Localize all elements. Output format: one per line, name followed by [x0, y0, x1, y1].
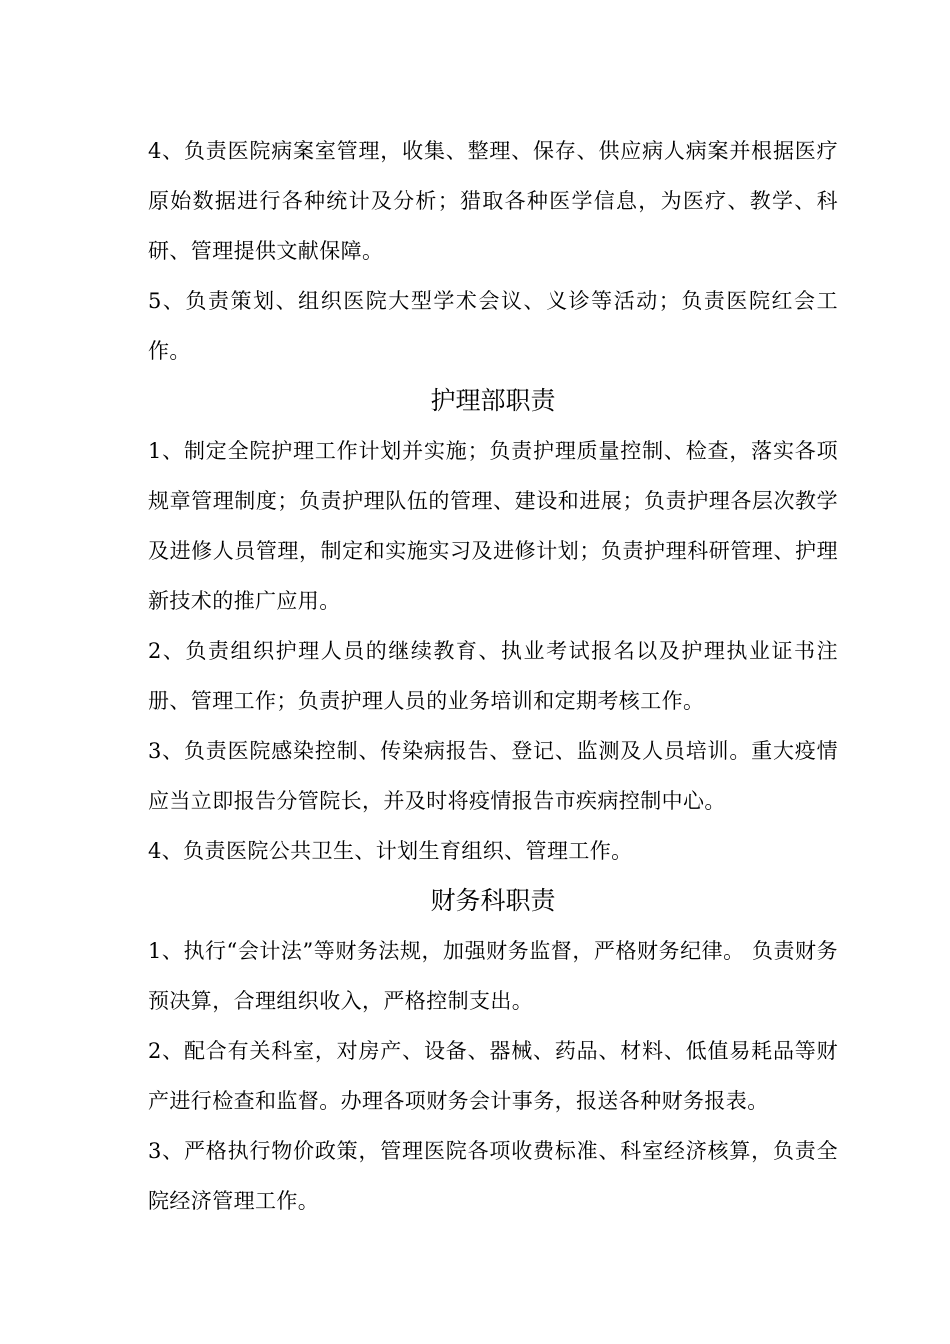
paragraph-item-3: 3、严格执行物价政策，管理医院各项收费标准、科室经济核算，负责全院经济管理工作。	[148, 1139, 838, 1213]
paragraph-item-3: 3、负责医院感染控制、传染病报告、登记、监测及人员培训。重大疫情应当立即报告分管院长，并及时将疫情报告市疾病控制中心。	[148, 739, 838, 813]
section-heading-nursing: 护理部职责	[430, 386, 556, 415]
paragraph-item-4: 4、负责医院病案室管理，收集、整理、保存、供应病人病案并根据医疗原始数据进行各种统计及分析；猎取各种医学信息，为医疗、教学、科研、管理提供文献保障。	[148, 139, 838, 263]
paragraph-item-5: 5、负责策划、组织医院大型学术会议、义诊等活动；负责医院红会工作。	[148, 289, 838, 363]
paragraph-item-1: 1、执行“会计法”等财务法规，加强财务监督，严格财务纪律。 负责财务预决算，合理组织收入，严格控制支出。	[148, 939, 838, 1013]
document-page	[148, 126, 838, 1226]
section-heading-finance: 财务科职责	[430, 886, 556, 915]
paragraph-item-4: 4、负责医院公共卫生、计划生育组织、管理工作。	[148, 839, 633, 863]
paragraph-item-1: 1、制定全院护理工作计划并实施；负责护理质量控制、检查，落实各项规章管理制度；负责护理队伍的管理、建设和进展；负责护理各层次教学及进修人员管理，制定和实施实习及进修计划；负责护理科研管理、护理新技术的推广应用。	[148, 439, 838, 613]
paragraph-item-2: 2、负责组织护理人员的继续教育、执业考试报名以及护理执业证书注册、管理工作；负责护理人员的业务培训和定期考核工作。	[148, 639, 838, 713]
section-prior-duties	[148, 126, 838, 376]
section-nursing-duties	[148, 376, 838, 876]
section-finance-duties	[148, 876, 838, 1226]
paragraph-item-2: 2、配合有关科室，对房产、设备、器械、药品、材料、低值易耗品等财产进行检查和监督。办理各项财务会计事务，报送各种财务报表。	[148, 1039, 838, 1113]
